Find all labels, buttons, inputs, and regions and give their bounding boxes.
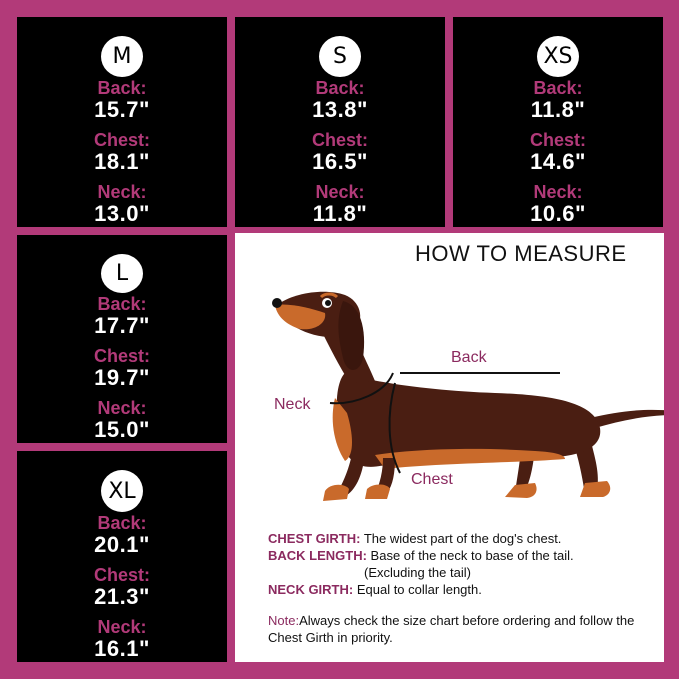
neck-girth-text: Equal to collar length. [353, 582, 482, 597]
note [268, 612, 658, 646]
chest-label: Chest: [93, 565, 150, 585]
back-value: 15.7" [94, 97, 150, 122]
size-badge: S [319, 36, 361, 77]
chest-label: Chest: [93, 130, 150, 150]
chest-value: 19.7" [94, 365, 150, 390]
chest-value: 14.6" [530, 149, 586, 174]
chest-value: 18.1" [94, 149, 150, 174]
back-label: Back: [97, 294, 147, 314]
size-card-l [17, 235, 227, 443]
note-key: Note: [268, 613, 300, 628]
chest-label: Chest: [529, 130, 586, 150]
measurement-definitions [268, 530, 574, 598]
back-length-text: Base of the neck to base of the tail. [366, 548, 574, 563]
neck-label: Neck: [97, 398, 147, 418]
neck-label: Neck: [97, 182, 147, 202]
size-badge: XL [101, 470, 143, 512]
chest-measure-label: Chest [411, 471, 453, 488]
neck-girth-key: NECK GIRTH: [268, 582, 354, 597]
panel-title: HOW TO MEASURE [415, 241, 627, 266]
chest-girth-key: CHEST GIRTH: [268, 531, 361, 546]
chest-label: Chest: [93, 346, 150, 366]
back-label: Back: [315, 78, 365, 98]
neck-label: Neck: [97, 617, 147, 637]
back-length-row [268, 547, 574, 564]
size-badge: L [101, 254, 143, 293]
back-measure-label: Back [451, 349, 487, 366]
chest-girth-text: The widest part of the dog's chest. [360, 531, 562, 546]
neck-measure-label: Neck [274, 396, 311, 413]
back-value: 20.1" [94, 532, 150, 557]
size-card-s [235, 17, 445, 227]
neck-value: 16.1" [94, 636, 150, 661]
chest-value: 16.5" [312, 149, 368, 174]
neck-girth-row [268, 581, 574, 598]
chest-value: 21.3" [94, 584, 150, 609]
neck-value: 13.0" [94, 201, 150, 226]
back-value: 11.8" [530, 97, 586, 122]
note-text: Always check the size chart before ordering and follow the Chest Girth in priority. [268, 613, 635, 645]
chest-girth-row [268, 530, 574, 547]
neck-value: 11.8" [312, 201, 368, 226]
back-value: 17.7" [94, 313, 150, 338]
neck-value: 10.6" [530, 201, 586, 226]
size-card-m [17, 17, 227, 227]
size-card-xl [17, 451, 227, 662]
size-badge: XS [537, 36, 579, 77]
back-label: Back: [533, 78, 583, 98]
neck-label: Neck: [533, 182, 583, 202]
size-badge: M [101, 36, 143, 77]
back-length-key: BACK LENGTH: [268, 548, 367, 563]
neck-value: 15.0" [94, 417, 150, 442]
back-label: Back: [97, 513, 147, 533]
neck-label: Neck: [315, 182, 365, 202]
chest-label: Chest: [311, 130, 368, 150]
back-length-note: (Excluding the tail) [364, 565, 471, 580]
how-to-measure-panel [235, 233, 664, 662]
back-value: 13.8" [312, 97, 368, 122]
size-card-xs [453, 17, 663, 227]
back-label: Back: [97, 78, 147, 98]
